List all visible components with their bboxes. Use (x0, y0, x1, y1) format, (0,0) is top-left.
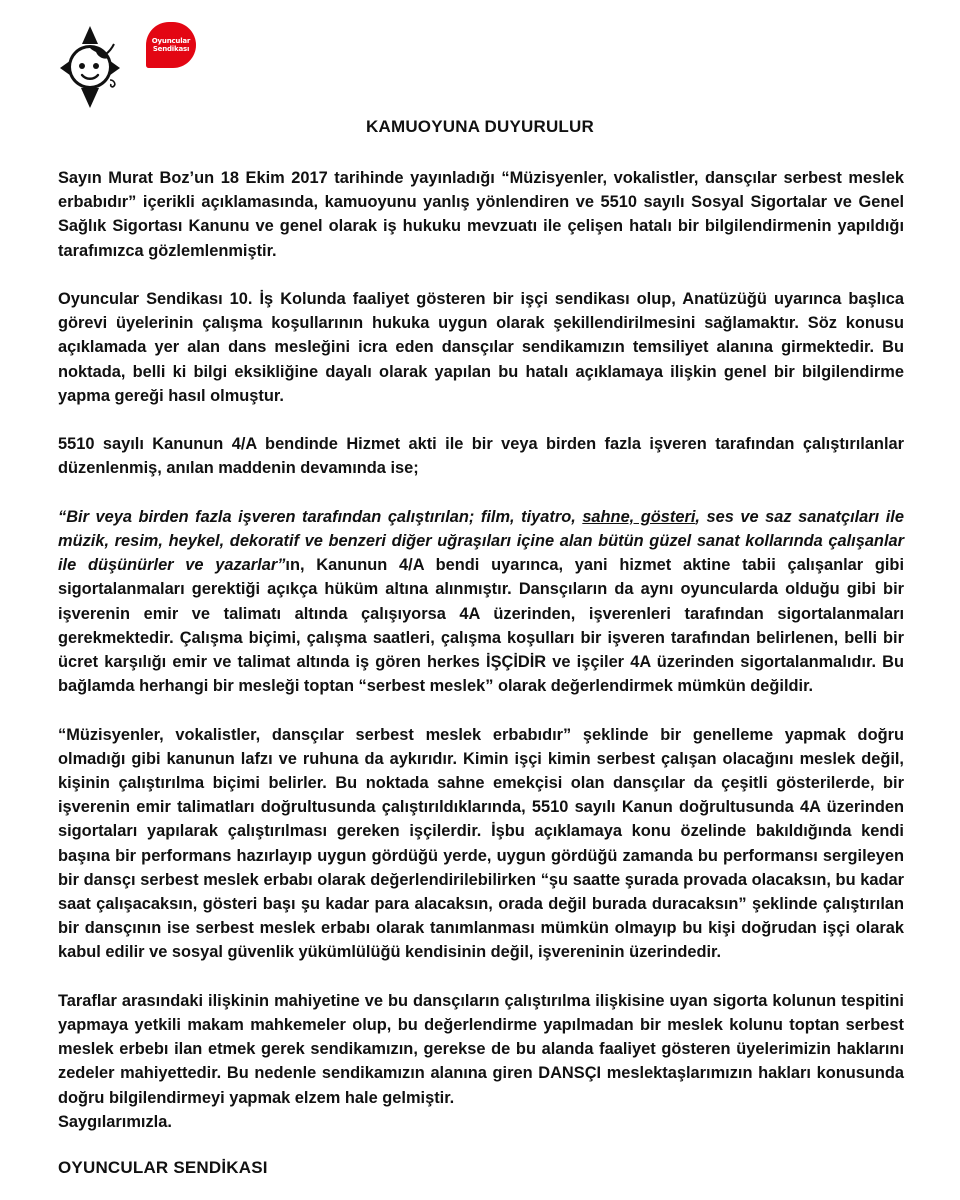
paragraph-4-text-2: ve işçiler 4A üzerinden sigortalanmalıdır. Bu bağlamda herhangi bir mesleği toptan “serbest meslek” olarak değerlendirmek mümkün değildir. (58, 653, 905, 696)
paragraph-2: Oyuncular Sendikası 10. İş Kolunda faaliyet gösteren bir işçi sendikası olup, Anatüzüğü uyarınca başlıca görevi üyelerinin çalışma koşullarının hukuka uygun olarak şekillendirilmesini sağlamaktır. Söz konusu açıklamada yer alan dans mesleğini icra eden dansçılar sendikamızın temsiliyet alanına girmektedir. Bu noktada, belli ki bilgi eksikliğine dayalı olarak yapılan bu hatalı açıklamaya ilişkin genel bir bilgilendirme yapma gereği hasıl olmuştur. (58, 290, 904, 405)
document-body (58, 166, 904, 1134)
paragraph-6: Taraflar arasındaki ilişkinin mahiyetine ve bu dansçıların çalıştırılma ilişkisine uyan sigorta kolunun tespitini yapmaya yetkili makam mahkemeler olup, bu değerlendirme yapılmadan bir meslek kolunu toptan serbest meslek erbebı ilan etmek gerek sendikamızın, gerekse de bu alanda faaliyet gösteren üyelerimizin haklarını zedeler mahiyettedir. Bu nedenle sendikamızın alanına giren DANSÇI meslektaşlarımızın hakları konusunda doğru bilgilendirmeyi yapmak elzem hale gelmiştir. (58, 991, 904, 1107)
paragraph-5: “Müzisyenler, vokalistler, dansçılar serbest meslek erbabıdır” şeklinde bir genelleme yapmak doğru olmadığı gibi kanunun lafzı ve ruhuna da aykırıdır. Kimin işçi kimin serbest çalışan olacağını meslek değil, kişinin çalıştırılma biçimi belirler. Bu noktada sahne emekçisi olan dansçılar da çeşitli gösterilerde, bir işverenin emir talimatları doğrultusunda çalıştırıldıklarında, 5510 sayılı Kanun doğrultusunda 4A üzerinden sigortaları yapılarak çalıştırılması gereken işçilerdir. İşbu açıklamaya konu özelinde bakıldığında kendi başına bir performans hazırlayıp uygun gördüğü yerde, uygun gördüğü zamanda bu performansı sergileyen bir dansçı serbest meslek erbabı olarak değerlendirilebilirken “şu saatte şurada provada olacaksın, bu kadar saat çalışacaksın, gösteri başı şu kadar para alacaksın, orada değil burada duracaksın” şeklinde çalıştırılan bir dansçının ise serbest meslek erbabı olarak tanımlanması mümkün olmayıp bu kişi doğrudan işçi olarak kabul edilir ve sosyal güvenlik yükümlülüğü kendisinin değil, işvereninin üzerindedir. (58, 725, 904, 962)
paragraph-4 (58, 505, 904, 699)
logo-line-2: Sendikası (152, 45, 190, 53)
law-quote-part-2: , ses ve saz sanatçıları ile müzik, resim, heykel, dekoratif ve benzeri diğer uğraşıları içine alan bütün güzel sanat kollarında çalışanlar ile düşünürler ve yazarlar” (58, 507, 904, 575)
paragraph-4-text-1: ın, Kanunun 4/A bendi uyarınca, yani hizmet aktine tabii çalışanlar gibi sigortalanmaları gerektiği açıkça hüküm altına alınmıştır. Dansçıların da aynı oyuncularda olduğu gibi bir işverenin emir ve talimatı altında çalışıyorsa 4A üzerinden, işverenleri tarafından sigortalanmaları gerekmektedir. Çalışma biçimi, çalışma saatleri, çalışma koşulları bir işveren tarafından belirlenen, belli bir ücret karşılığı emir ve talimat altında iş gören herkes (58, 556, 904, 672)
paragraph-4-emphasis: İŞÇİDİR (486, 653, 547, 672)
letterhead (58, 20, 208, 110)
closing-line: Saygılarımızla. (58, 1112, 172, 1131)
union-logo (146, 22, 196, 68)
paragraph-3: 5510 sayılı Kanunun 4/A bendinde Hizmet akti ile bir veya birden fazla işveren tarafından çalıştırılanlar düzenlenmiş, anılan maddenin devamında ise; (58, 435, 904, 478)
law-quote-underlined: sahne, gösteri (582, 507, 696, 526)
baby-face-star-icon (58, 24, 122, 110)
signature: OYUNCULAR SENDİKASI (58, 1158, 268, 1177)
paragraph-1: Sayın Murat Boz’un 18 Ekim 2017 tarihinde yayınladığı “Müzisyenler, vokalistler, dansçılar serbest meslek erbabıdır” içerikli açıklamasında, kamuoyunu yanlış yönlendiren ve 5510 sayılı Sosyal Sigortalar ve Genel Sağlık Sigortası Kanunu ve genel olarak iş hukuku mevzuatı ile çelişen hatalı bir bilgilendirmenin yapıldığı tarafımızca gözlemlenmiştir. (58, 169, 904, 260)
law-quote-part-1: “Bir veya birden fazla işveren tarafından çalıştırılan; film, tiyatro, (58, 507, 583, 526)
document-title: KAMUOYUNA DUYURULUR (366, 117, 594, 136)
logo-line-1: Oyuncular (151, 37, 191, 45)
